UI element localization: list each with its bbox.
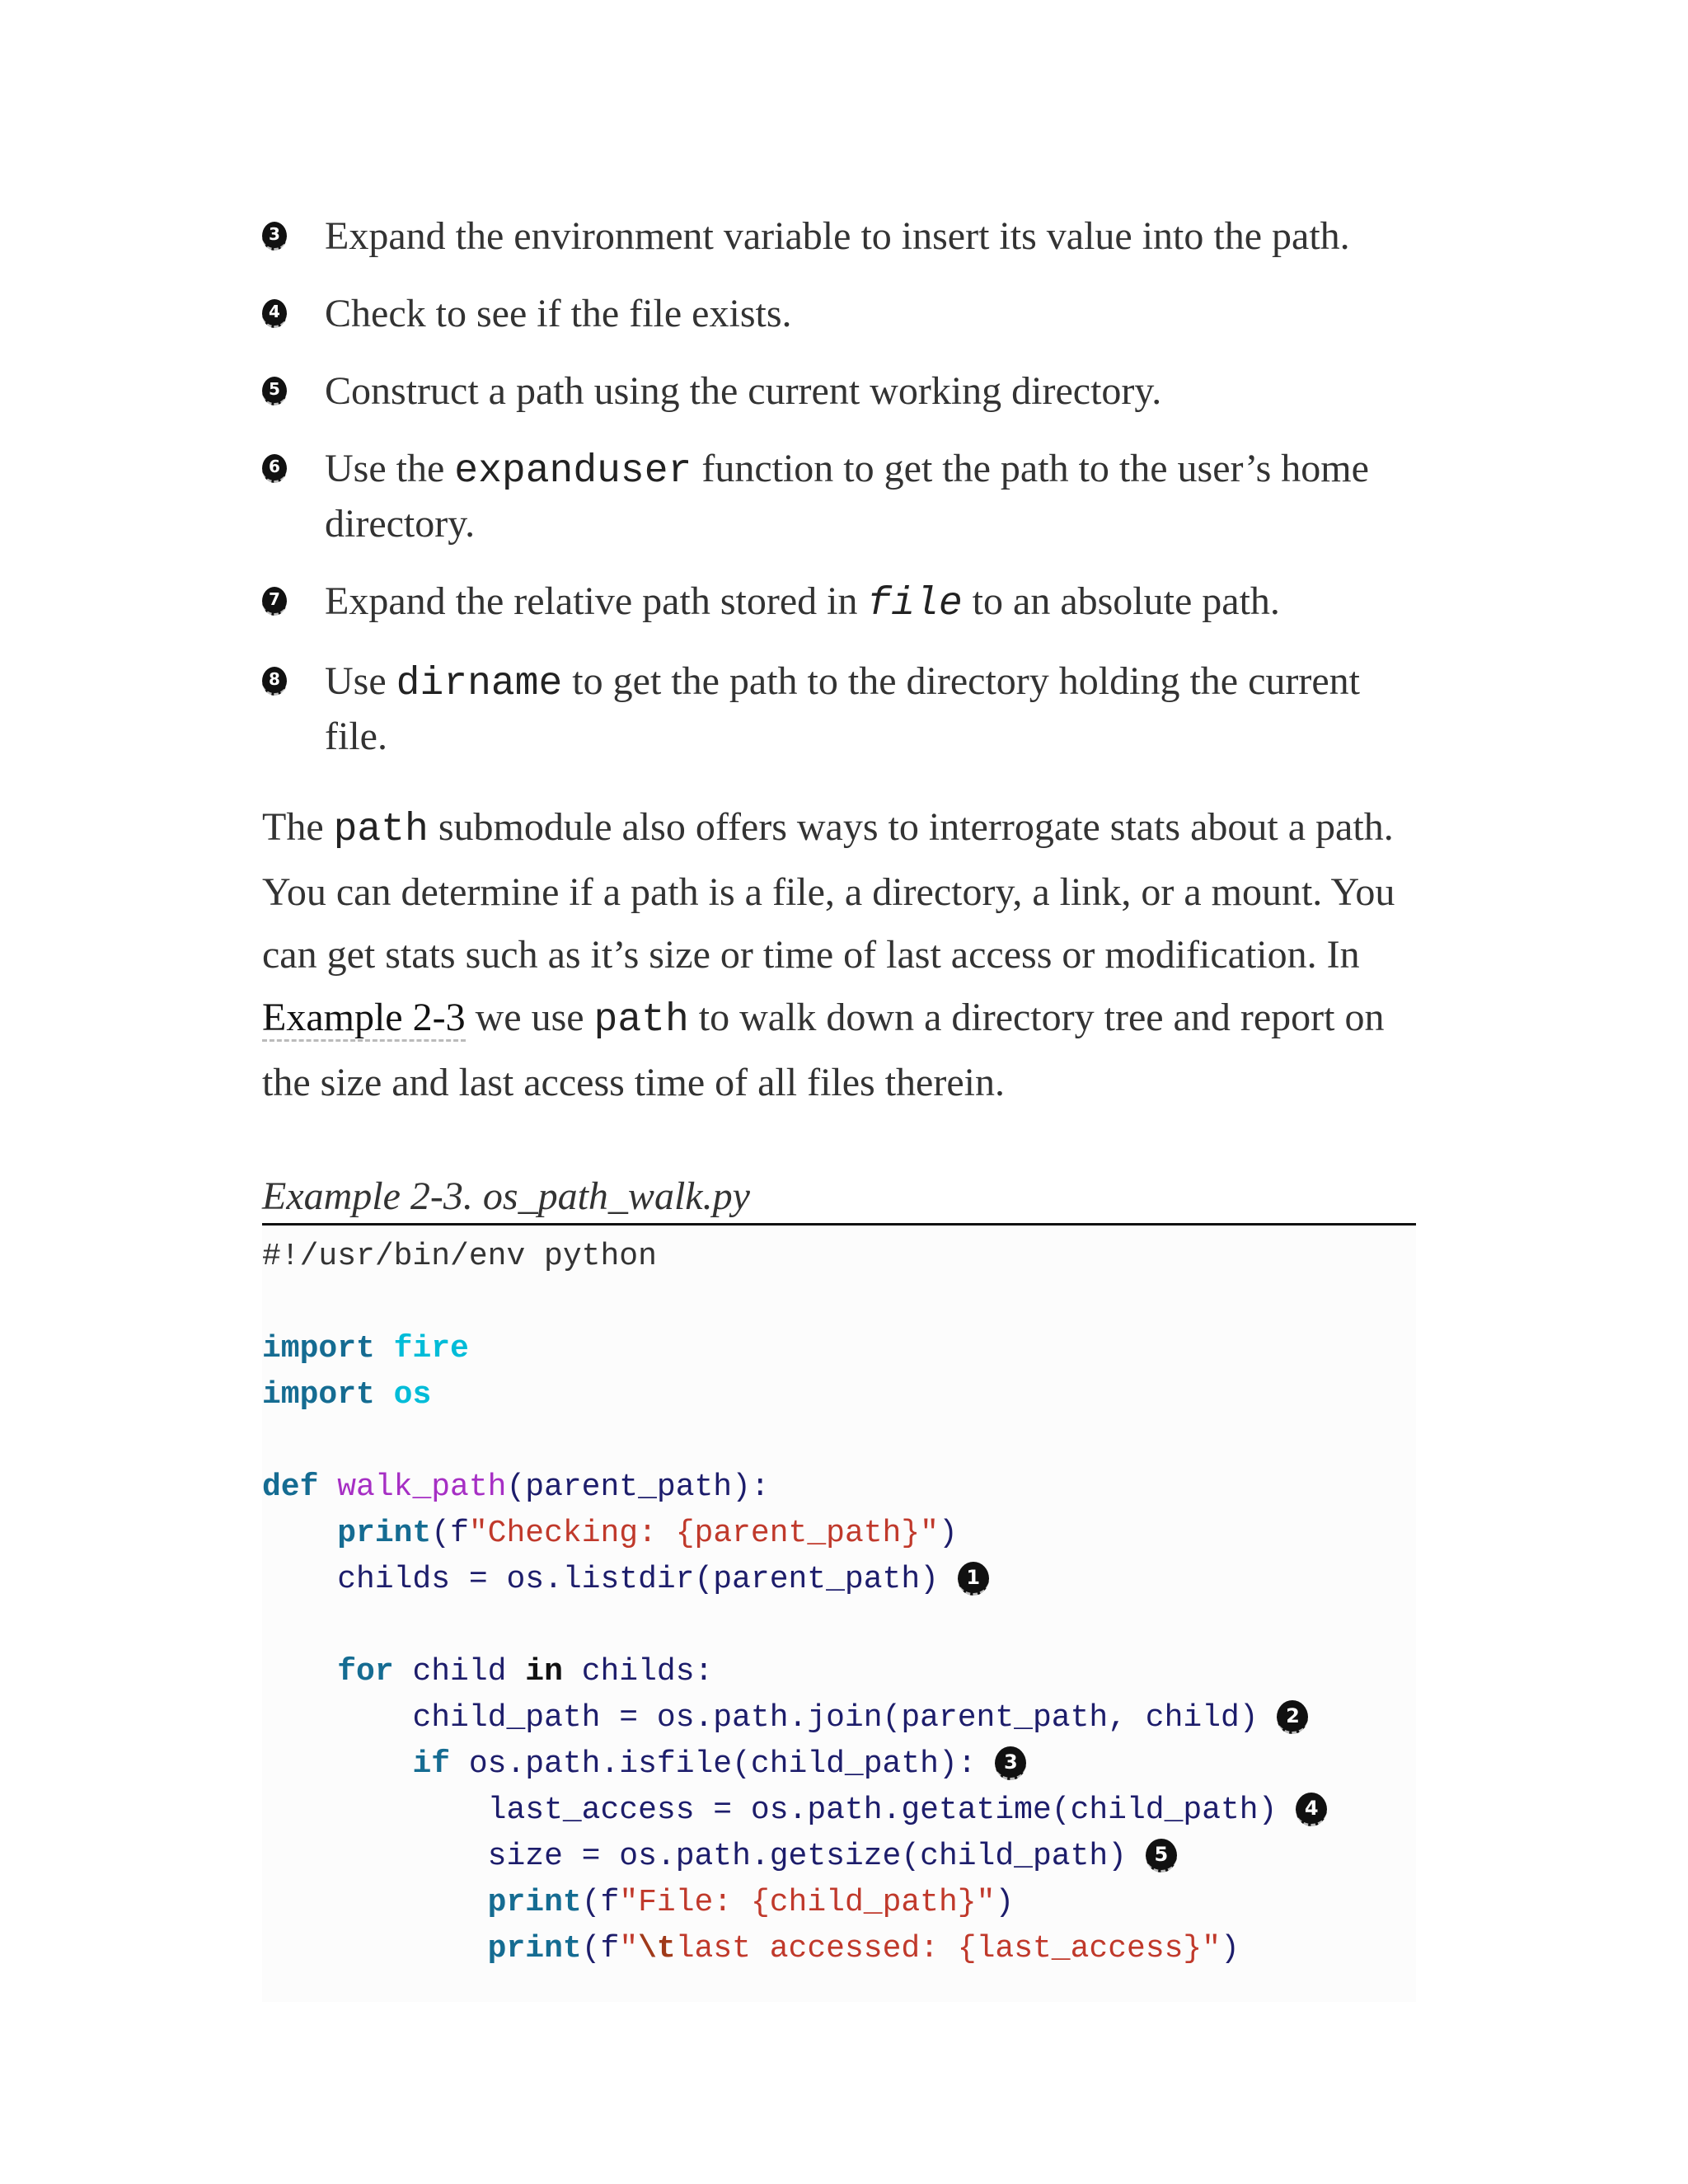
callout-text-part: to get the path to the directory holding the current file. [325,659,1361,758]
code-shebang: #!/usr/bin/env python [262,1239,657,1274]
code-keyword: import [262,1331,375,1366]
code-line: child_path = os.path.join(parent_path, child) [412,1700,1259,1736]
callout-5 [262,365,1416,418]
code-callout-badge[interactable]: 2 [1277,1700,1308,1734]
callout-text-part: Expand the relative path stored in [325,579,868,623]
code-string: " [619,1931,639,1966]
code-keyword: print [487,1885,582,1920]
code-punct: ( [431,1516,451,1551]
callout-3 [262,210,1416,263]
code-line: size = os.path.getsize(child_path) [487,1839,1127,1874]
code-module: os [393,1377,432,1413]
code-callout-badge[interactable]: 5 [1146,1839,1177,1872]
callout-text: Expand the environment variable to insert its value into the path. [325,214,1350,258]
code-escape: \t [638,1931,676,1966]
code-identifier: child [393,1654,526,1690]
code-keyword: print [337,1516,432,1551]
example-link[interactable]: Example 2-3 [262,996,466,1042]
callout-text [325,443,1416,551]
callout-text-part: function to get the path to the user’s home directory. [325,447,1369,546]
code-params: (parent_path): [506,1469,770,1505]
code-keyword: def [262,1469,319,1505]
code-function-name: walk_path [337,1469,507,1505]
callout-number-badge[interactable]: 6 [262,454,287,483]
paragraph-text: submodule also offers ways to interrogate stats about a path. You can determine if a path is a file, a directory, a link, or a mount. You can get stats such as it’s size or time of last access or modification. In [262,805,1395,977]
code-keyword: if [412,1746,451,1782]
inline-code: path [333,808,429,852]
code-module: fire [393,1331,469,1366]
code-string: last accessed: {last_access}" [675,1931,1221,1966]
code-fstring-prefix: f [600,1885,620,1920]
code-keyword: import [262,1377,375,1413]
code-string: "File: {child_path}" [619,1885,996,1920]
paragraph-text: The [262,805,334,849]
code-punct: ) [1221,1931,1240,1966]
paragraph-text: to walk down a directory tree and report on the size and last access time of all files therein. [262,996,1385,1104]
example-caption: Example 2-3. os_path_walk.py [262,1170,1416,1226]
code-fstring-prefix: f [450,1516,469,1551]
code-identifier: childs: [562,1654,714,1690]
paragraph-text: we use [465,996,594,1039]
callout-text-part: Use the [325,447,455,490]
callout-number-badge[interactable]: 4 [262,299,287,328]
code-line: last_access = os.path.getatime(child_path) [487,1793,1278,1828]
callout-number-badge[interactable]: 8 [262,667,287,696]
callout-4 [262,288,1416,340]
callout-6 [262,443,1416,551]
code-punct: ( [581,1931,601,1966]
callout-text: Construct a path using the current working directory. [325,369,1162,413]
callout-text-part: to an absolute path. [962,579,1280,623]
inline-code: dirname [396,662,563,706]
code-block [262,1226,1416,2002]
code-line: childs = os.listdir(parent_path) [337,1562,939,1597]
callout-number-badge[interactable]: 3 [262,222,287,251]
callout-text [325,655,1416,763]
code-keyword: in [525,1654,563,1690]
code-punct: ( [581,1885,601,1920]
code-callout-badge[interactable]: 4 [1296,1793,1327,1826]
inline-code: file [867,582,963,626]
callout-text [325,575,1280,630]
callout-text: Check to see if the file exists. [325,292,792,335]
code-punct: ) [995,1885,1015,1920]
code-keyword: print [487,1931,582,1966]
callout-number-badge[interactable]: 5 [262,377,287,405]
code-string: "Checking: {parent_path}" [468,1516,939,1551]
callout-8 [262,655,1416,763]
code-callout-badge[interactable]: 1 [958,1562,989,1596]
code-line: os.path.isfile(child_path): [450,1746,977,1782]
callout-7 [262,575,1416,630]
inline-code: path [593,998,689,1043]
code-keyword: for [337,1654,394,1690]
code-punct: ) [938,1516,958,1551]
callout-text-part: Use [325,659,396,703]
code-callout-badge[interactable]: 3 [995,1746,1026,1780]
code-fstring-prefix: f [600,1931,620,1966]
body-paragraph [262,796,1416,1114]
inline-code: expanduser [454,449,692,494]
document-page [262,210,1416,2002]
callout-number-badge[interactable]: 7 [262,587,287,616]
